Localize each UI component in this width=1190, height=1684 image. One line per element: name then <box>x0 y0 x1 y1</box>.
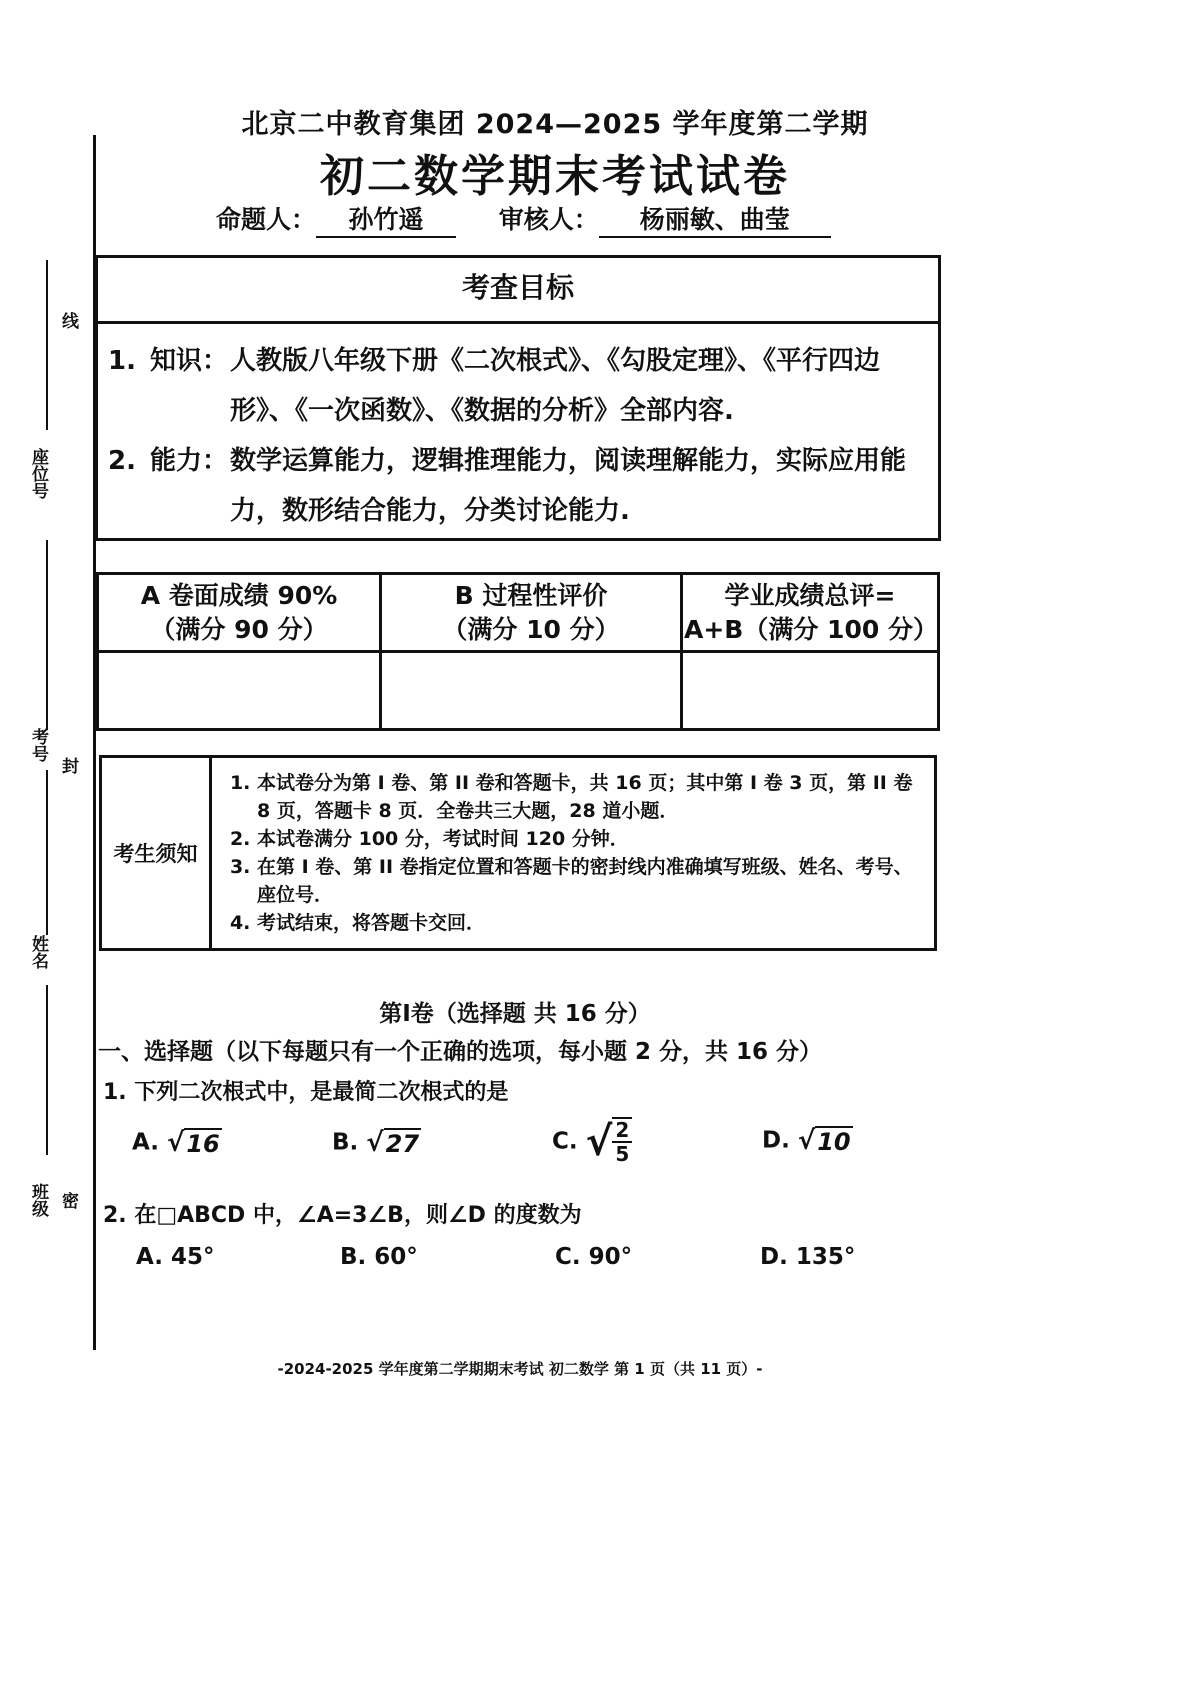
exam-goals-box <box>95 255 941 541</box>
exam-no-blank-line <box>46 540 48 730</box>
name-label: 姓名 <box>28 935 48 969</box>
sqrt-expression: √ 27 <box>366 1128 420 1158</box>
page-footer: -2024-2025 学年度第二学期期末考试 初二数学 第 1 页（共 11 页）- <box>277 1360 763 1378</box>
q2-option-a[interactable]: A. 45° <box>136 1244 215 1270</box>
notice-item: 2. 本试卷满分 100 分，考试时间 120 分钟． <box>257 825 923 853</box>
section-heading: 一、选择题（以下每题只有一个正确的选项，每小题 2 分，共 16 分） <box>98 1039 823 1065</box>
exam-title: 初二数学期末考试试卷 <box>320 151 790 202</box>
score-header-b-line2: （满分 10 分） <box>442 614 620 644</box>
seat-blank-line <box>46 260 48 430</box>
radicand: 10 <box>817 1128 851 1156</box>
option-letter: B. <box>332 1129 359 1156</box>
goal-heading: 知识： <box>150 346 229 376</box>
goals-title: 考查目标 <box>98 258 938 324</box>
class-label: 班级 <box>28 1183 48 1217</box>
option-letter: D. <box>762 1127 790 1154</box>
score-header-a <box>98 574 381 652</box>
goal-item-ability <box>108 436 934 536</box>
q1-option-a[interactable] <box>132 1128 222 1158</box>
reviewer-label: 审核人： <box>498 205 599 234</box>
q2-option-d[interactable]: D. 135° <box>760 1244 856 1270</box>
q2-option-b[interactable]: B. 60° <box>340 1244 418 1270</box>
question-2-stem: 2. 在□ABCD 中，∠A=3∠B，则∠D 的度数为 <box>103 1203 582 1228</box>
school-term-line: 北京二中教育集团 2024—2025 学年度第二学期 <box>241 109 869 140</box>
name-blank-line <box>46 770 48 935</box>
score-header-a-line2: （满分 90 分） <box>150 614 328 644</box>
sqrt-fraction-expression: √ $\frac{2}{5}$ <box>586 1117 633 1167</box>
seal-line-label: 线 <box>58 312 78 329</box>
notice-item: 1. 本试卷分为第 I 卷、第 II 卷和答题卡，共 16 页；其中第 I 卷 3 页，第 II 卷 8 页，答题卡 8 页．全卷共三大题，28 道小题． <box>257 769 923 825</box>
score-cell-total[interactable] <box>682 652 939 730</box>
sqrt-expression: √ 16 <box>166 1128 220 1158</box>
radicand: 16 <box>186 1130 220 1158</box>
reviewer-names: 杨丽敏、曲莹 <box>599 200 831 238</box>
score-header-total-line2: A+B（满分 100 分） <box>684 614 938 644</box>
radicand: 27 <box>385 1130 420 1158</box>
goal-item-knowledge <box>108 336 934 436</box>
sqrt-expression: √ 10 <box>797 1126 851 1156</box>
seat-number-label: 座位号 <box>28 448 48 499</box>
fraction-denominator: 5 <box>615 1142 630 1166</box>
goal-body: 人教版八年级下册《二次根式》、《勾股定理》、《平行四边形》、《一次函数》、《数据的分析》全部内容. <box>230 346 881 426</box>
goal-number: 2. <box>108 446 136 476</box>
goal-heading: 能力： <box>150 446 229 476</box>
score-table <box>96 572 940 731</box>
exam-number-label: 考号 <box>28 728 48 762</box>
question-1-stem: 1. 下列二次根式中，是最简二次根式的是 <box>103 1080 509 1105</box>
q1-option-b[interactable] <box>332 1128 421 1158</box>
section-title: 第I卷（选择题 共 16 分） <box>379 1001 651 1027</box>
author-reviewer-row <box>216 200 831 238</box>
notice-item: 3. 在第 I 卷、第 II 卷指定位置和答题卡的密封线内准确填写班级、姓名、考号、座位号． <box>257 853 923 909</box>
author-name: 孙竹遥 <box>316 200 456 238</box>
score-cell-a[interactable] <box>98 652 381 730</box>
q2-option-c[interactable]: C. 90° <box>555 1244 633 1270</box>
score-header-a-line1: A 卷面成绩 90% <box>140 580 338 610</box>
q1-option-d[interactable] <box>762 1126 853 1156</box>
goal-body: 数学运算能力，逻辑推理能力，阅读理解能力，实际应用能力，数形结合能力，分类讨论能力. <box>230 446 907 526</box>
author-label: 命题人： <box>216 205 317 234</box>
score-header-total <box>682 574 939 652</box>
notice-item: 4. 考试结束，将答题卡交回． <box>257 909 923 937</box>
seal-label: 封 <box>58 757 78 774</box>
notice-label: 考生须知 <box>101 757 211 950</box>
option-letter: C. <box>552 1128 578 1155</box>
q1-option-c[interactable] <box>552 1117 632 1167</box>
goal-number: 1. <box>108 346 136 376</box>
secret-label: 密 <box>58 1192 78 1209</box>
score-header-b <box>381 574 682 652</box>
score-header-b-line1: B 过程性评价 <box>454 580 608 610</box>
option-letter: A. <box>132 1129 159 1156</box>
score-cell-b[interactable] <box>381 652 682 730</box>
score-header-total-line1: 学业成绩总评= <box>724 580 896 610</box>
fraction-numerator: 2 <box>612 1119 632 1143</box>
candidate-notice <box>99 755 937 951</box>
notice-content <box>211 757 936 950</box>
